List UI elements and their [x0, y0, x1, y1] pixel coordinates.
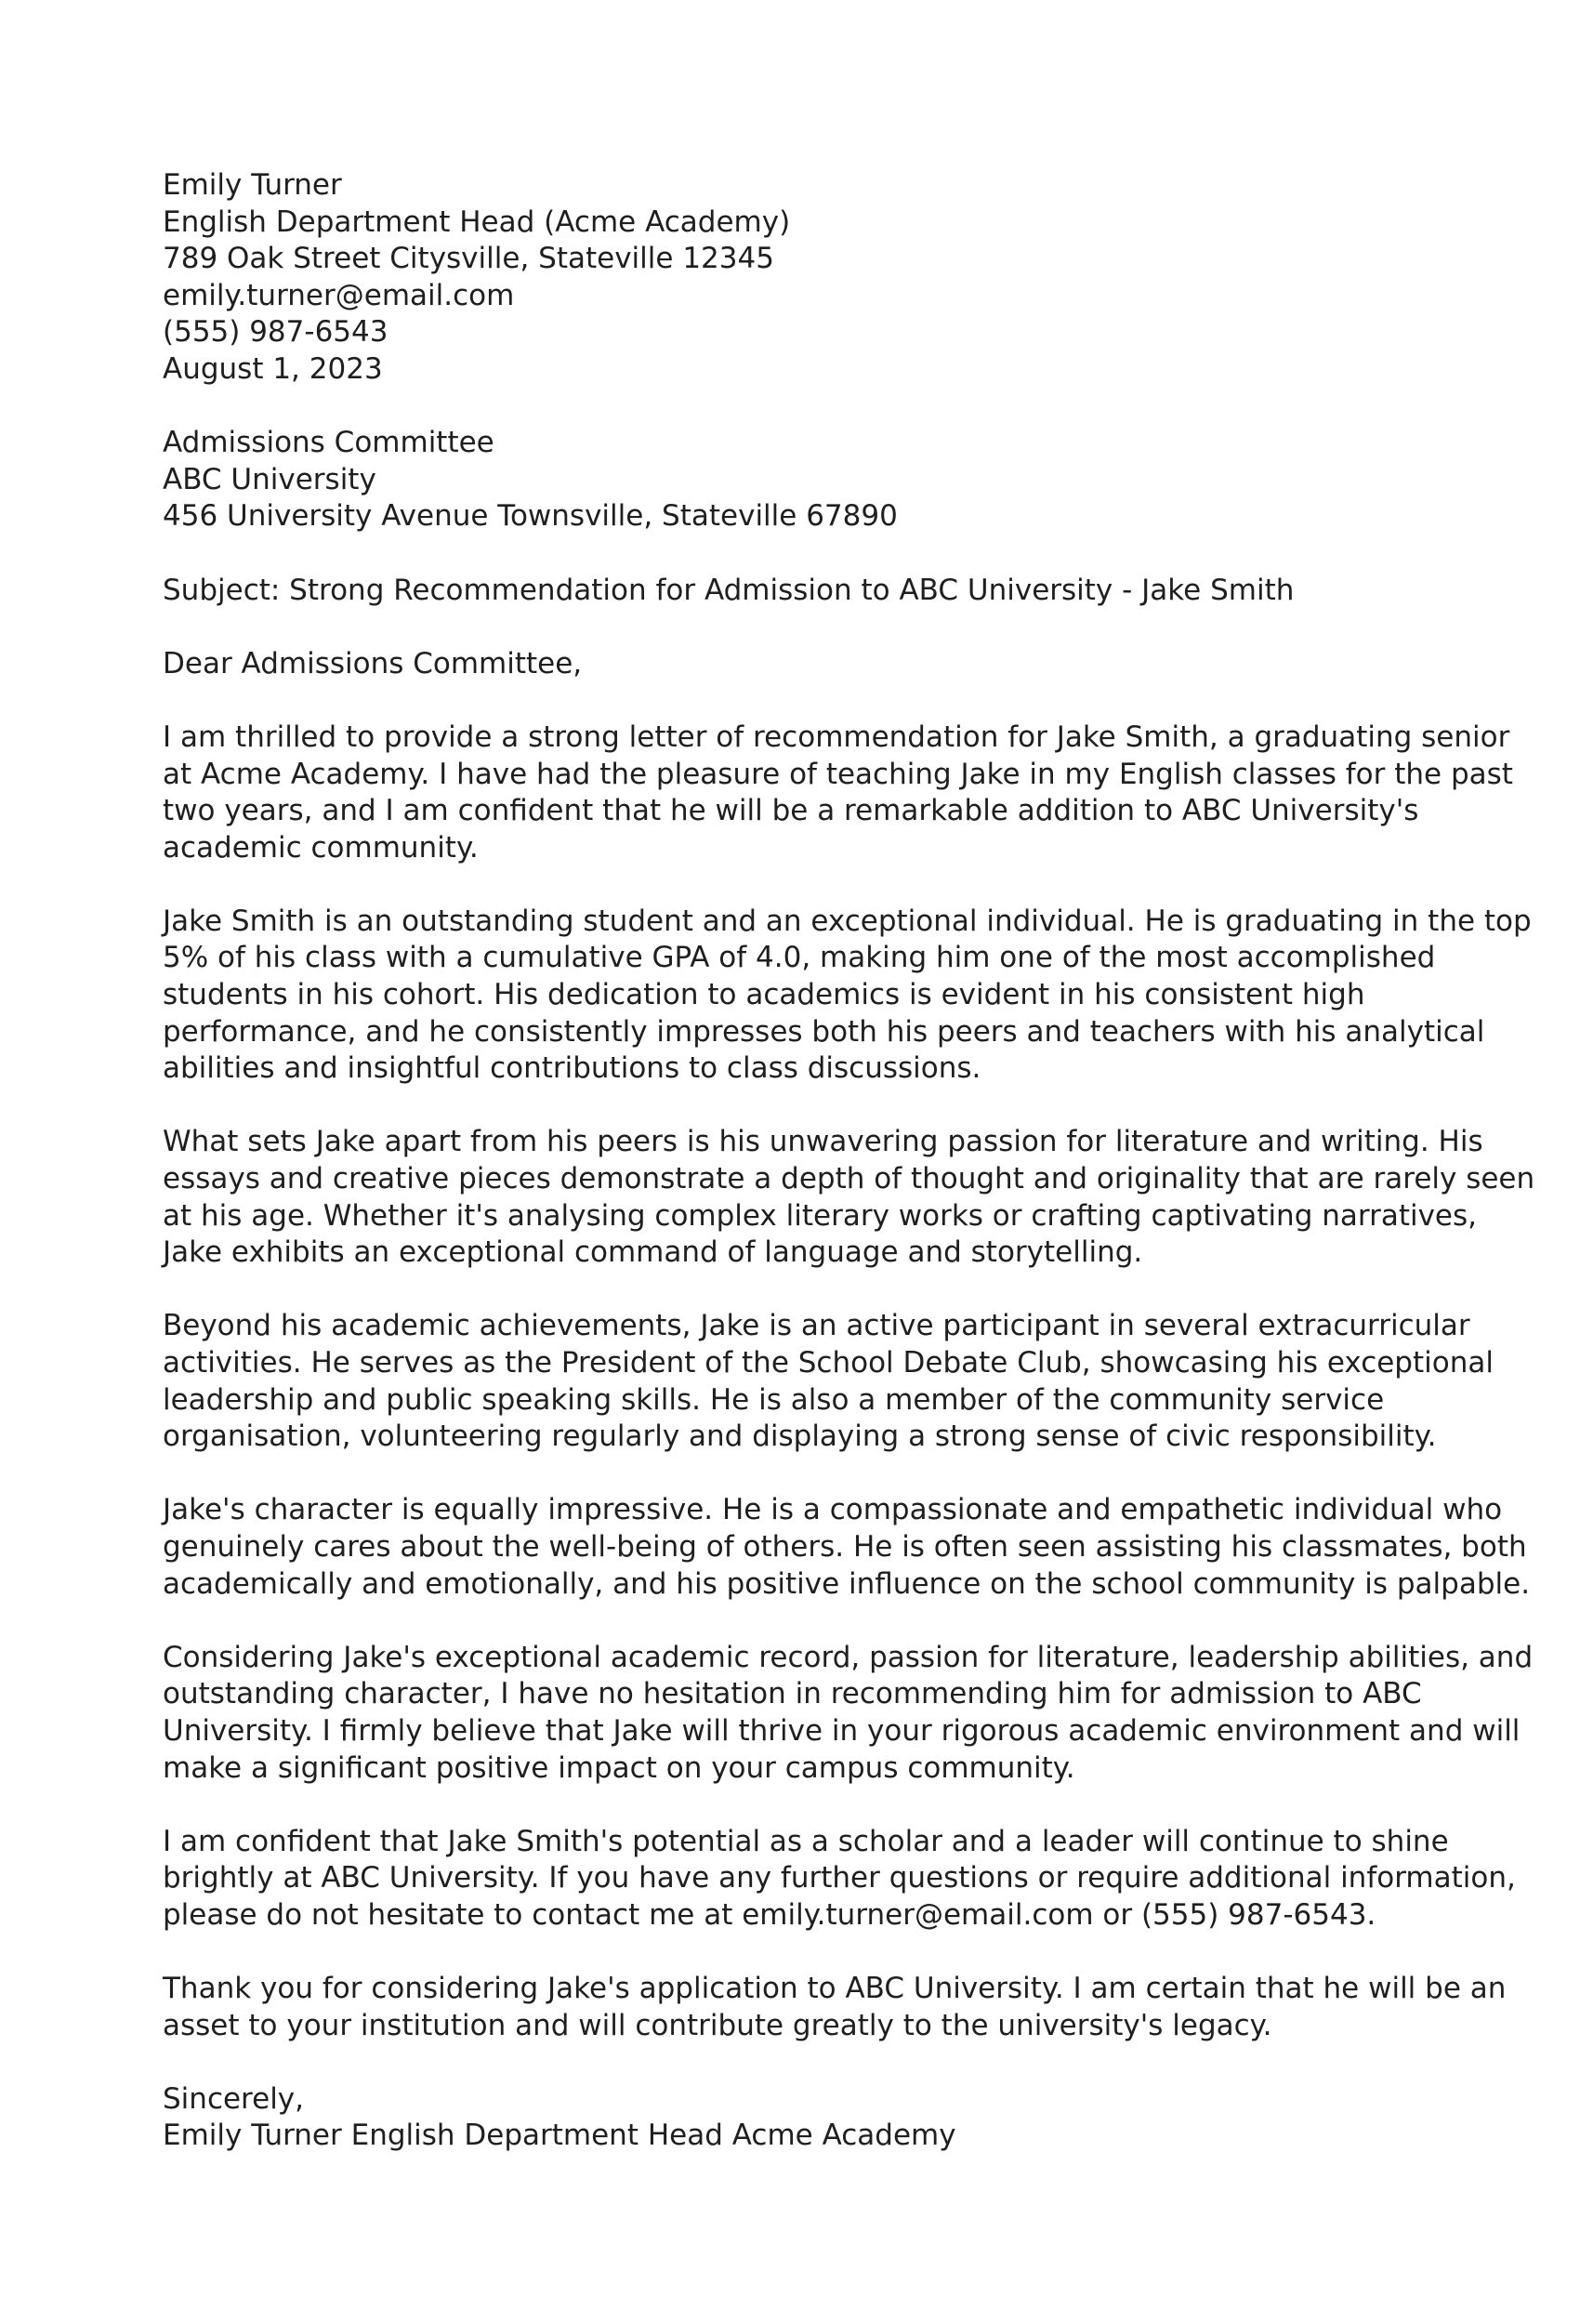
paragraph-line: I am confident that Jake Smith's potential as a scholar and a leader will continue to shine: [163, 1824, 1449, 1858]
recipient-address: 456 University Avenue Townsville, Stateville 67890: [163, 499, 898, 534]
sender-name: Emily Turner: [163, 168, 342, 202]
recipient-organization: ABC University: [163, 462, 376, 496]
body-paragraph: [163, 1308, 1494, 1455]
closing-block: [163, 2081, 1427, 2155]
paragraph-line: students in his cohort. His dedication to academics is evident in his consistent high: [163, 978, 1365, 1012]
paragraph-line: Considering Jake's exceptional academic record, passion for literature, leadership abilities, and: [163, 1640, 1534, 1674]
paragraph-line: Jake exhibits an exceptional command of language and storytelling.: [163, 1235, 1143, 1270]
paragraph-line: Jake's character is equally impressive. He is a compassionate and empathetic individual who: [163, 1493, 1503, 1527]
sender-email: emily.turner@email.com: [163, 278, 515, 312]
paragraph-line: academic community.: [163, 830, 479, 865]
sender-phone: (555) 987-6543: [163, 315, 388, 350]
paragraph-line: genuinely cares about the well-being of others. He is often seen assisting his classmates, both: [163, 1529, 1527, 1564]
body-paragraph: [163, 720, 1513, 866]
paragraph-line: activities. He serves as the President of the School Debate Club, showcasing his exceptional: [163, 1346, 1494, 1380]
body-paragraph: [163, 1971, 1507, 2044]
paragraph-line: academically and emotionally, and his positive influence on the school community is palpable.: [163, 1566, 1531, 1601]
letter-date: August 1, 2023: [163, 351, 383, 386]
recipient-name: Admissions Committee: [163, 426, 494, 460]
recommendation-letter: [163, 167, 1535, 2192]
paragraph-line: 5% of his class with a cumulative GPA of 4.0, making him one of the most accomplished: [163, 941, 1436, 975]
paragraph-line: outstanding character, I have no hesitation in recommending him for admission to ABC: [163, 1677, 1422, 1711]
body-paragraph: [163, 1492, 1531, 1603]
paragraph-line: at his age. Whether it's analysing complex literary works or crafting captivating narratives,: [163, 1198, 1478, 1233]
paragraph-line: two years, and I am confident that he will be a remarkable addition to ABC University's: [163, 794, 1419, 828]
signature: Emily Turner English Department Head Acme Academy: [163, 2119, 956, 2153]
body-paragraph: [163, 1824, 1516, 1934]
closing: Sincerely,: [163, 2081, 305, 2116]
sender-address: 789 Oak Street Citysville, Stateville 12345: [163, 242, 774, 276]
recipient-block: [163, 425, 1427, 535]
sender-title: English Department Head (Acme Academy): [163, 205, 791, 239]
paragraph-line: University. I firmly believe that Jake will thrive in your rigorous academic environment and will: [163, 1713, 1521, 1748]
paragraph-line: What sets Jake apart from his peers is his unwavering passion for literature and writing. His: [163, 1125, 1483, 1159]
subject-line: Subject: Strong Recommendation for Admission to ABC University - Jake Smith: [163, 573, 1295, 607]
paragraph-line: performance, and he consistently impresses both his peers and teachers with his analytical: [163, 1014, 1485, 1049]
paragraph-line: Thank you for considering Jake's application to ABC University. I am certain that he will be an: [163, 1972, 1507, 2006]
paragraph-line: Jake Smith is an outstanding student and an exceptional individual. He is graduating in the top: [163, 904, 1532, 938]
paragraph-line: essays and creative pieces demonstrate a depth of thought and originality that are rarely seen: [163, 1162, 1535, 1196]
paragraph-line: asset to your institution and will contribute greatly to the university's legacy.: [163, 2008, 1272, 2042]
sender-block: [163, 167, 1427, 389]
paragraph-line: at Acme Academy. I have had the pleasure of teaching Jake in my English classes for the past: [163, 757, 1513, 791]
paragraph-line: brightly at ABC University. If you have any further questions or require additional information,: [163, 1861, 1516, 1895]
subject-block: [163, 573, 1427, 610]
body-paragraph: [163, 1124, 1535, 1271]
paragraph-line: make a significant positive impact on your campus community.: [163, 1750, 1075, 1785]
paragraph-line: organisation, volunteering regularly and displaying a strong sense of civic responsibility.: [163, 1419, 1437, 1454]
body-paragraph: [163, 1640, 1534, 1787]
paragraph-line: I am thrilled to provide a strong letter of recommendation for Jake Smith, a graduating senior: [163, 720, 1510, 754]
salutation-block: [163, 646, 1427, 683]
salutation: Dear Admissions Committee,: [163, 646, 583, 680]
paragraph-line: leadership and public speaking skills. He is also a member of the community service: [163, 1382, 1385, 1417]
paragraph-line: please do not hesitate to contact me at emily.turner@email.com or (555) 987-6543.: [163, 1897, 1376, 1932]
paragraph-line: abilities and insightful contributions to class discussions.: [163, 1051, 981, 1086]
paragraph-line: Beyond his academic achievements, Jake is an active participant in several extracurricular: [163, 1309, 1470, 1343]
body-paragraph: [163, 904, 1532, 1088]
